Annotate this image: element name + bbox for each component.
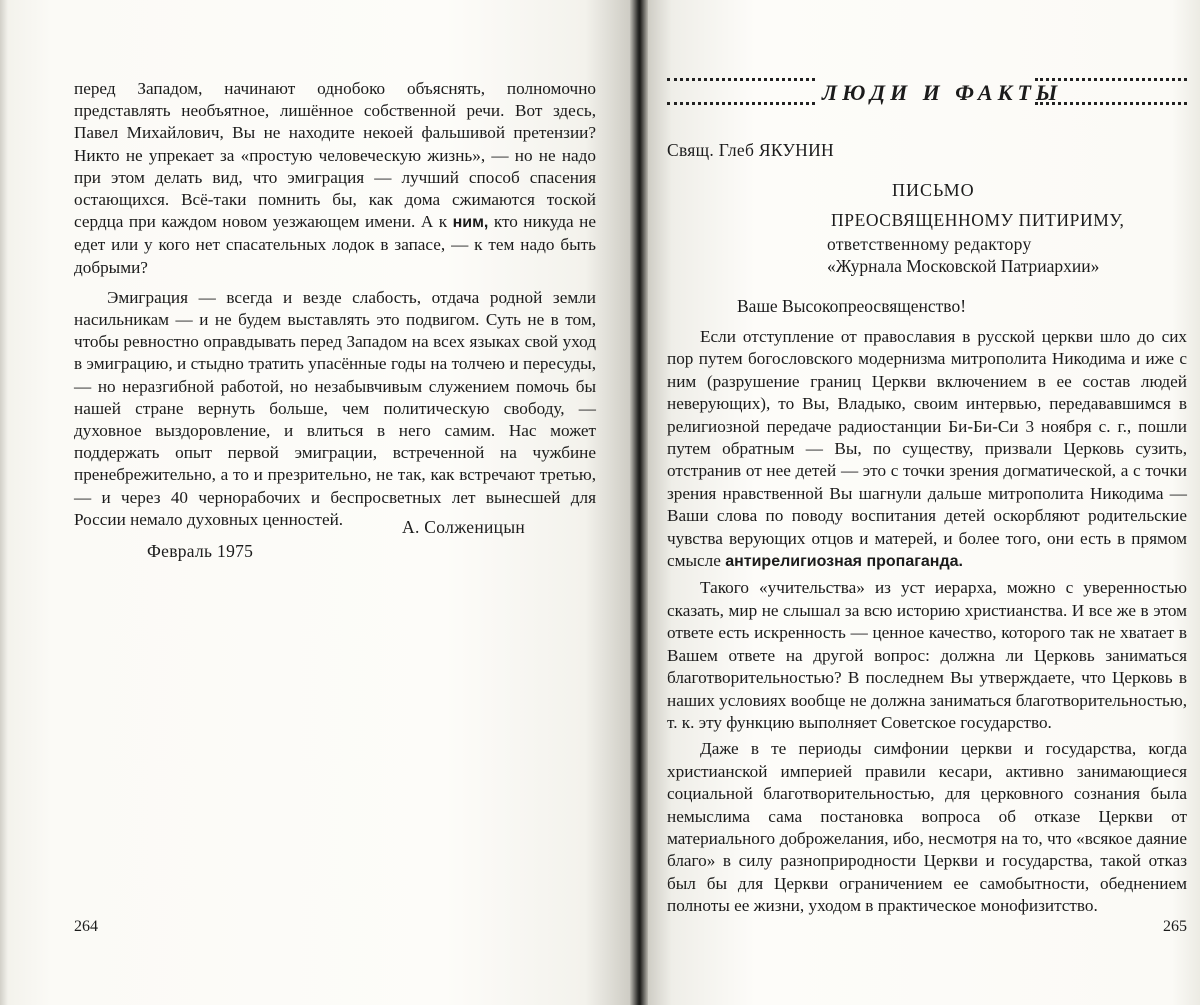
emphasis: антирелигиозная пропаганда. <box>725 553 963 571</box>
author: Свящ. Глеб ЯКУНИН <box>667 140 834 160</box>
left-page-body <box>74 78 596 531</box>
right-paragraph-2: Такого «учительства» из уст иерарха, можно с уверенностью сказать, мир не слышал за всю историю христианства. И все же в этом ответе есть искренность — ценное качество, которого так не хватает в Вашем ответе на другой вопрос: должна ли Церковь заниматься благотворительностью? В последнем Вы утверждаете, что Церковь в наших условиях вообще не должна заниматься благотворительностью, т. к. эту функцию выполняет Советское государство. <box>667 578 1187 732</box>
dotted-rule <box>667 102 815 105</box>
emphasis: ним, <box>452 214 489 232</box>
section-header <box>667 78 1187 108</box>
date: Февраль 1975 <box>147 541 254 561</box>
section-title: ЛЮДИ И ФАКТЫ <box>822 80 1063 105</box>
page-number-right: 265 <box>1163 918 1187 935</box>
signature: А. Солженицын <box>402 517 526 537</box>
page-number-left: 264 <box>74 918 98 935</box>
salutation: Ваше Высокопреосвященство! <box>737 296 967 316</box>
letter-title: ПИСЬМО <box>892 180 975 200</box>
dotted-rule <box>667 78 815 81</box>
left-paragraph-1: перед Западом, начинают однобоко объяснять, полномочно представлять необъятное, лишённое собственной речи. Вот здесь, Павел Михайлович, Вы не находите некоей фальшивой претензии? Никто не упрекает за «простую человеческую жизнь», — но не надо при этом делать вид, что эмиграция — лучший способ спасения остающихся. Всё-таки помнить бы, как дома сжимаются тоской сердца при каждом новом уезжающем имени. А к ним, кто никуда не едет или у кого нет спасательных лодок в запасе, — к тем надо быть добрыми? <box>74 79 596 277</box>
addressee-line-1: ПРЕОСВЯЩЕННОМУ ПИТИРИМУ, <box>831 210 1125 230</box>
right-page-body <box>667 326 1187 918</box>
addressee-line-3: «Журнала Московской Патриархии» <box>827 256 1100 276</box>
dotted-rule <box>1035 78 1187 81</box>
book-gutter <box>630 0 648 1005</box>
page-edge <box>0 0 8 1005</box>
dotted-rule <box>1035 102 1187 105</box>
addressee-line-2: ответственному редактору <box>827 234 1032 254</box>
left-paragraph-2: Эмиграция — всегда и везде слабость, отдача родной земли насильникам — и не будем выставлять это подвигом. Суть не в том, чтобы ревностно оправдывать перед Западом на всех языках свой уход в эмиграцию, и стыдно тратить упасённые годы на толчею и пересуды, — но неразгибной работой, но незабывчивым служением помочь бы нашей стране вернуть больше, чем политическую свободу, — духовное выздоровление, и влиться в него самим. Нас может поддержать опыт первой эмиграции, встреченной на чужбине пренебрежительно, а то и презрительно, не так, как встречают третью, — и через 40 чернорабочих и беспросветных лет вынесшей для России немало духовных ценностей. <box>74 287 596 529</box>
right-paragraph-1: Если отступление от православия в русской церкви шло до сих пор путем богословского модернизма митрополита Никодима и иже с ним (разрушение границ Церкви включением в ее состав людей неверующих), то Вы, Владыко, своим интервью, передававшимся в религиозной передаче радиостанции Би-Би-Си 3 ноября с. г., пошли путем обратным — Вы, по существу, призвали Церковь сузить, отстранив от нее детей — это с точки зрения догматической, а с точки зрения нравственной Вы шагнули дальше митрополита Никодима — Ваши слова по поводу воспитания детей оскорбляют родительские чувства верующих отцов и матерей, и более того, они есть в прямом смысле антирелигиозная пропаганда. <box>667 327 1187 571</box>
right-paragraph-3: Даже в те периоды симфонии церкви и государства, когда христианской империей правили кесари, активно занимающиеся социальной благотворительностью, для церковного сознания была немыслима сама постановка вопроса об отказе Церкви от материального доброжелания, ибо, несмотря на то, что «всякое даяние благо» в силу разноприродности Церкви и государства, такой отказ был бы для Церкви ограничением ее самобытности, обеднением полноты ее жизни, уходом в практическое монофизитство. <box>667 739 1187 916</box>
